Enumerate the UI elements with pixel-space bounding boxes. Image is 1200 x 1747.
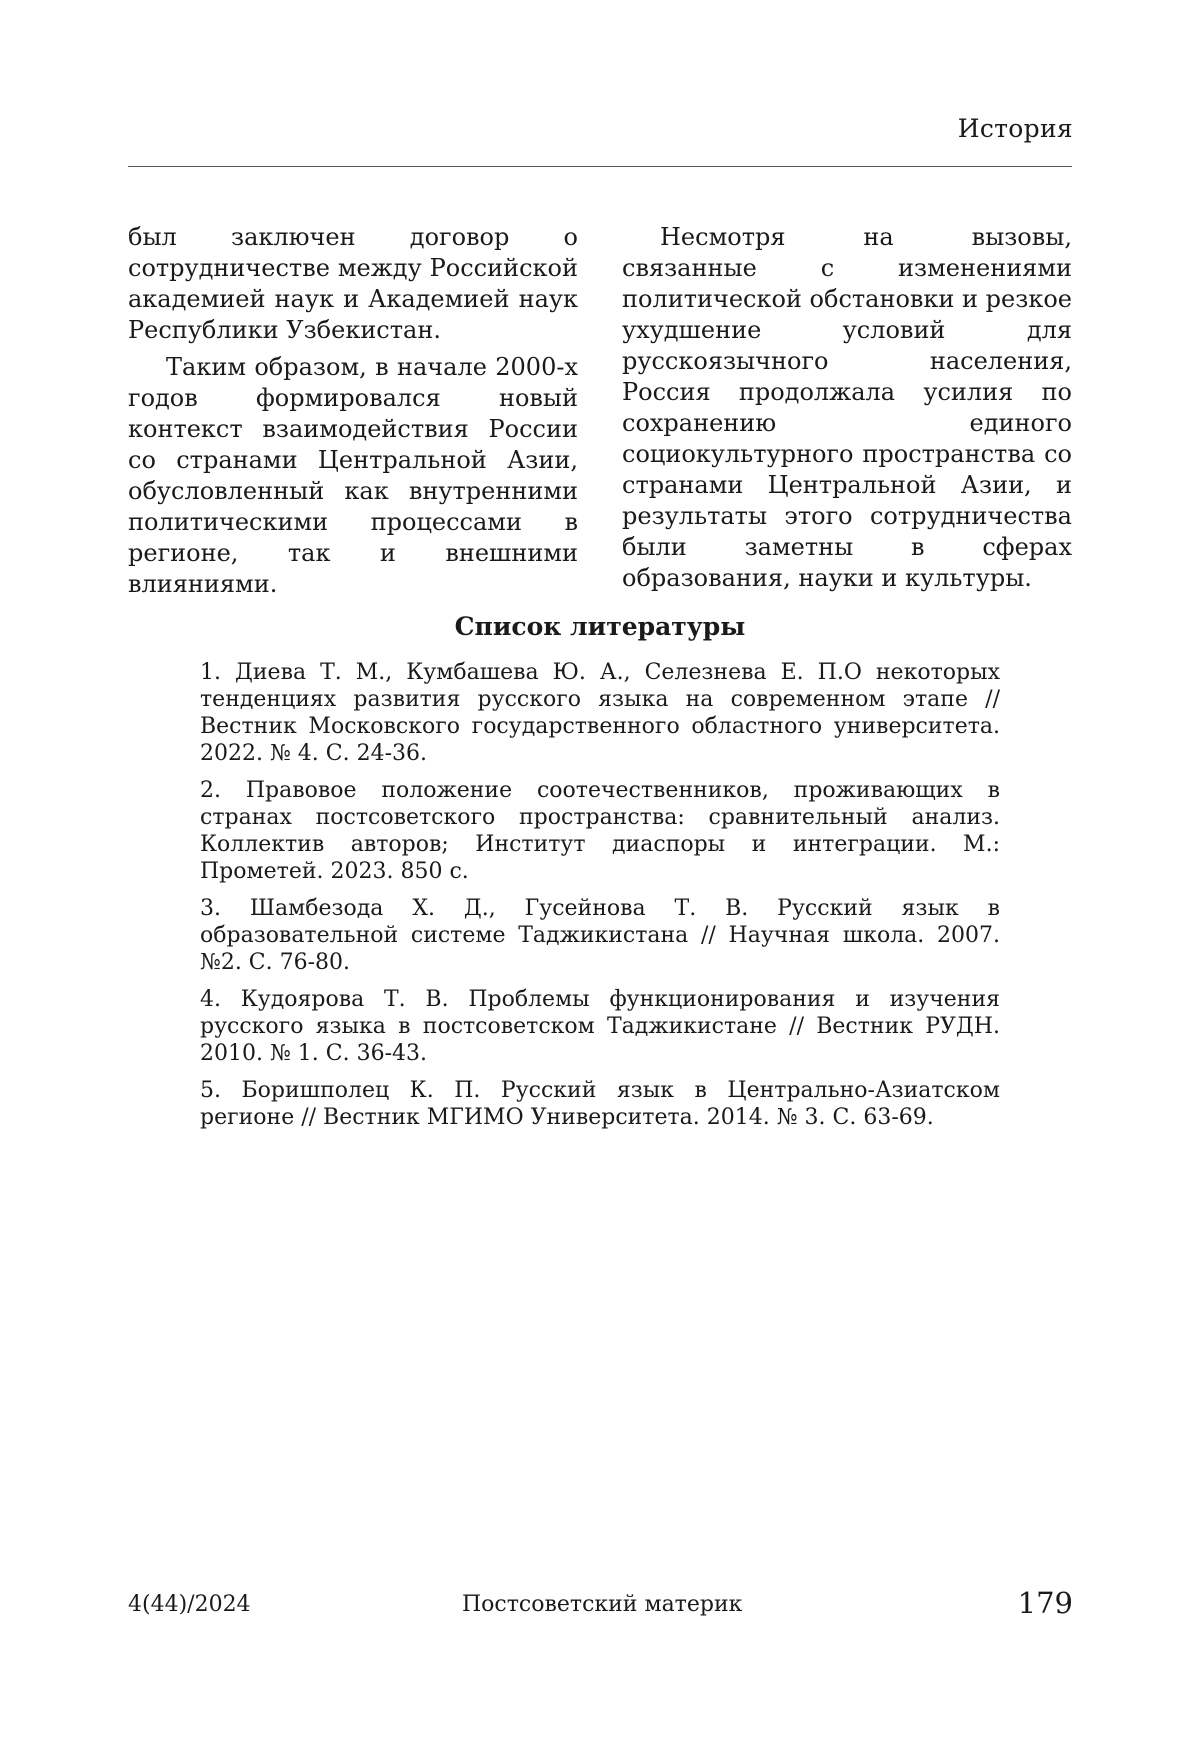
left-column (128, 222, 578, 606)
paragraph: Таким образом, в начале 2000-х годов формировался новый контекст взаимодействия России со странами Центральной Азии, обусловленный как внутренними политическими процессами в регионе, так и внешними влияниями. (128, 353, 578, 598)
header-divider (128, 166, 1072, 167)
references-list (200, 659, 1000, 1141)
references-title: Список литературы (454, 612, 746, 641)
paragraph: был заключен договор о сотрудничестве между Российской академией наук и Академией наук Республики Узбекистан. (128, 223, 578, 344)
reference-item: 3. Шамбезода Х. Д., Гусейнова Т. В. Русский язык в образовательной системе Таджикистана // Научная школа. 2007. №2. С. 76-80. (200, 896, 1000, 975)
page-number: 179 (1017, 1586, 1073, 1620)
reference-item: 4. Кудоярова Т. В. Проблемы функционирования и изучения русского языка в постсоветском Таджикистане // Вестник РУДН. 2010. № 1. С. 36-43. (200, 987, 1000, 1066)
body-columns (128, 222, 1072, 606)
running-head: История (957, 114, 1073, 143)
footer-journal-title: Постсоветский материк (462, 1592, 743, 1617)
footer-issue: 4(44)/2024 (128, 1592, 251, 1617)
paragraph: Несмотря на вызовы, связанные с изменениями политической обстановки и резкое ухудшение условий для русскоязычного населения, Россия продолжала усилия по сохранению единого социокультурного пространства со странами Центральной Азии, и результаты этого сотрудничества были заметны в сферах образования, науки и культуры. (622, 223, 1072, 592)
right-column (622, 222, 1072, 606)
reference-item: 5. Боришполец К. П. Русский язык в Центрально-Азиатском регионе // Вестник МГИМО Университета. 2014. № 3. С. 63-69. (200, 1078, 1000, 1130)
reference-item: 1. Диева Т. М., Кумбашева Ю. А., Селезнева Е. П.О некоторых тенденциях развития русского языка на современном этапе // Вестник Московского государственного областного университета. 2022. № 4. С. 24-36. (200, 660, 1000, 766)
reference-item: 2. Правовое положение соотечественников, проживающих в странах постсоветского пространства: сравнительный анализ. Коллектив авторов; Институт диаспоры и интеграции. М.: Прометей. 2023. 850 с. (200, 778, 1000, 884)
